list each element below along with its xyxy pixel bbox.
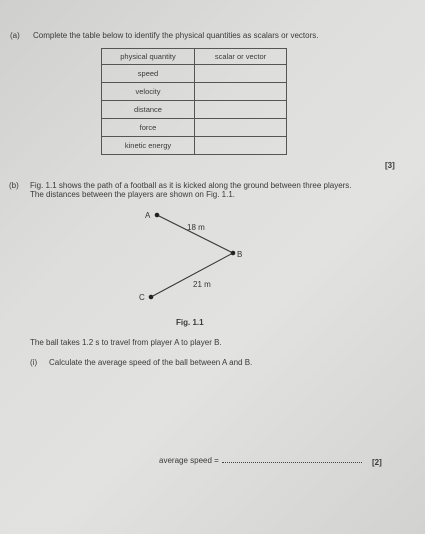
header-scalar-or-vector: scalar or vector <box>195 49 287 65</box>
table-header-row <box>102 49 287 65</box>
distance-bc-label: 21 m <box>193 280 211 289</box>
point-b-label: B <box>237 250 243 259</box>
part-b-line1: Fig. 1.1 shows the path of a football as it is kicked along the ground between three players. <box>30 181 352 190</box>
answer-line <box>159 456 362 466</box>
table-row <box>102 65 287 83</box>
scalar-vector-table <box>101 48 287 155</box>
sub-i-question: Calculate the average speed of the ball between A and B. <box>49 358 253 367</box>
part-a-question: Complete the table below to identify the physical quantities as scalars or vectors. <box>33 31 319 40</box>
sub-i-marks: [2] <box>372 458 382 467</box>
part-b-line2: The distances between the players are shown on Fig. 1.1. <box>30 190 236 199</box>
answer-cell[interactable] <box>195 83 287 101</box>
path-b-to-c <box>151 253 233 297</box>
answer-blank[interactable] <box>222 462 362 463</box>
quantity-cell: force <box>102 119 195 137</box>
table-row <box>102 137 287 155</box>
part-a-marks: [3] <box>385 161 395 170</box>
football-path-figure <box>130 205 260 305</box>
quantity-cell: distance <box>102 101 195 119</box>
distance-ab-label: 18 m <box>187 223 205 232</box>
part-b-statement: The ball takes 1.2 s to travel from player A to player B. <box>30 338 222 347</box>
answer-cell[interactable] <box>195 101 287 119</box>
answer-cell[interactable] <box>195 137 287 155</box>
table-row <box>102 119 287 137</box>
player-a-dot <box>155 213 160 218</box>
path-a-to-b <box>157 215 233 253</box>
point-c-label: C <box>139 293 145 302</box>
table-row <box>102 83 287 101</box>
average-speed-label: average speed = <box>159 456 219 465</box>
player-b-dot <box>231 251 236 256</box>
point-a-label: A <box>145 211 151 220</box>
quantity-cell: velocity <box>102 83 195 101</box>
quantity-cell: speed <box>102 65 195 83</box>
part-a-label: (a) <box>10 31 20 40</box>
answer-cell[interactable] <box>195 119 287 137</box>
player-c-dot <box>149 295 154 300</box>
sub-i-label: (i) <box>30 358 38 367</box>
part-b-label: (b) <box>9 181 19 190</box>
header-physical-quantity: physical quantity <box>102 49 195 65</box>
table-row <box>102 101 287 119</box>
quantity-cell: kinetic energy <box>102 137 195 155</box>
figure-caption: Fig. 1.1 <box>176 318 204 327</box>
answer-cell[interactable] <box>195 65 287 83</box>
